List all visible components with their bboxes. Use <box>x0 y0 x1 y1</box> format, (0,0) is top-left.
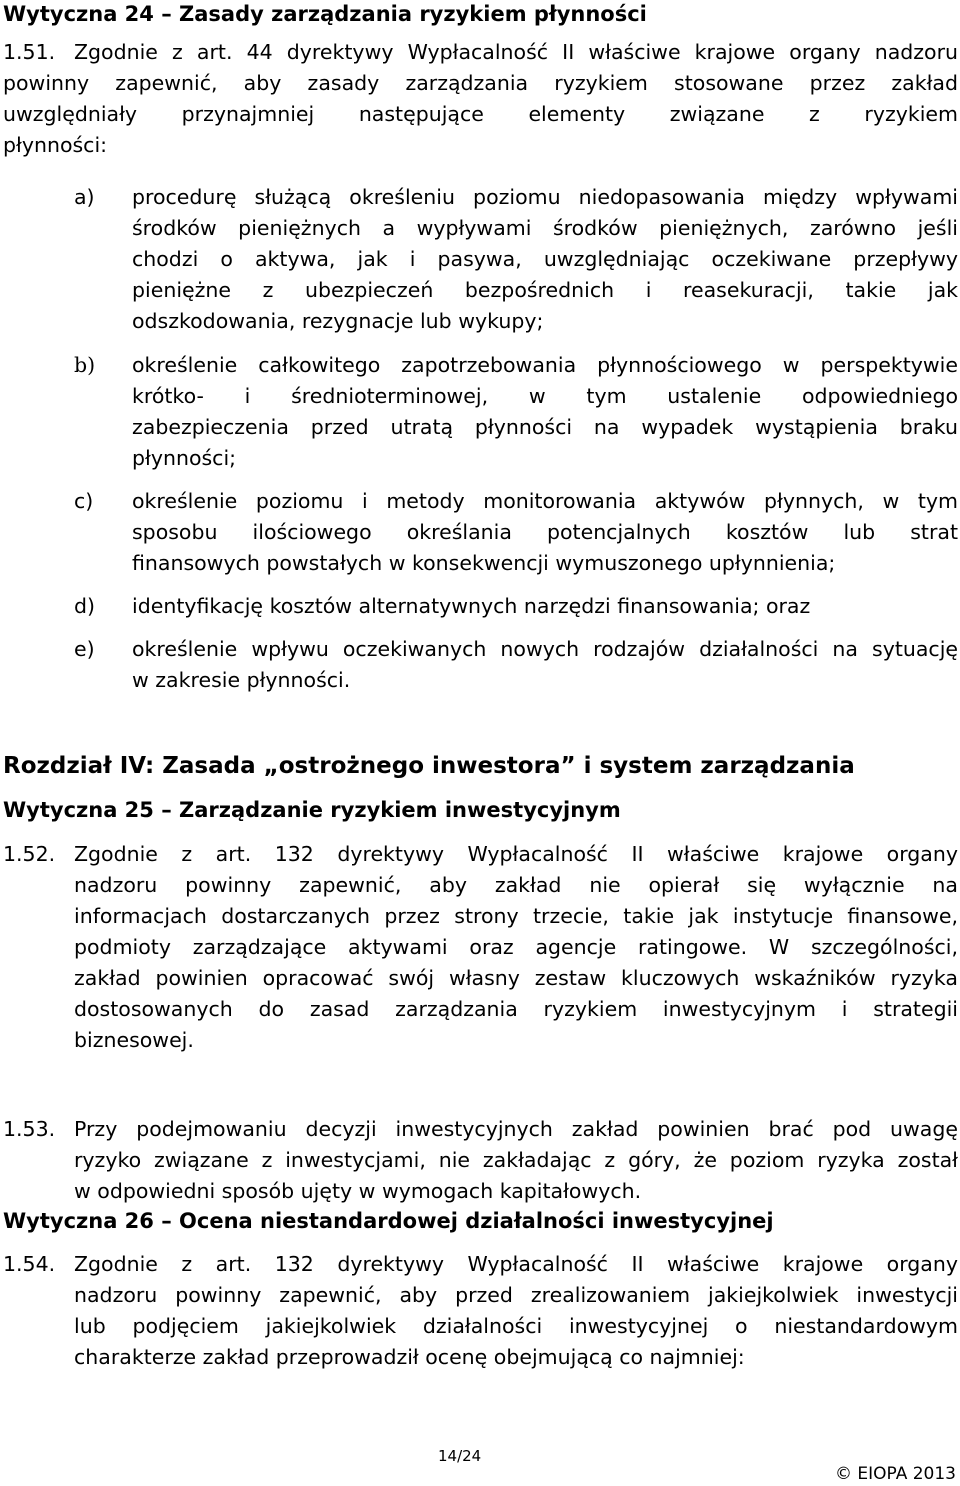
list-item-line: płynności; <box>132 446 237 470</box>
para-1-53-line: ryzyko związane z inwestycjami, nie zakładając z góry, że poziom ryzyka został <box>74 1148 958 1172</box>
para-1-53-number: 1.53. <box>3 1117 56 1141</box>
guideline-24-title: Wytyczna 24 – Zasady zarządzania ryzykiem płynności <box>3 2 647 26</box>
para-1-52-line: zakład powinien opracować swój własny zestaw kluczowych wskaźników ryzyka <box>74 966 958 990</box>
guideline-25-title: Wytyczna 25 – Zarządzanie ryzykiem inwestycyjnym <box>3 798 621 822</box>
para-1-53-line: w odpowiedni sposób ujęty w wymogach kapitałowych. <box>74 1179 642 1203</box>
list-item-line: chodzi o aktywa, jak i pasywa, uwzględniając oczekiwane przepływy <box>132 247 958 271</box>
para-1-51-line: Zgodnie z art. 44 dyrektywy Wypłacalność II właściwe krajowe organy nadzoru <box>74 40 958 64</box>
para-1-51-number: 1.51. <box>3 40 56 64</box>
para-1-53-line: Przy podejmowaniu decyzji inwestycyjnych zakład powinien brać pod uwagę <box>74 1117 958 1141</box>
list-item-line: finansowych powstałych w konsekwencji wymuszonego upłynnienia; <box>132 551 836 575</box>
list-item-label: e) <box>74 637 95 661</box>
list-item-line: identyfikację kosztów alternatywnych narzędzi finansowania; oraz <box>132 594 811 618</box>
list-item-line: pieniężne z ubezpieczeń bezpośrednich i reasekuracji, takie jak <box>132 278 958 302</box>
list-item-line: określenie wpływu oczekiwanych nowych rodzajów działalności na sytuację <box>132 637 958 661</box>
para-1-54-number: 1.54. <box>3 1252 56 1276</box>
para-1-51-line: płynności: <box>3 133 108 157</box>
list-item-line: krótko- i średnioterminowej, w tym ustalenie odpowiedniego <box>132 384 958 408</box>
list-item-line: środków pieniężnych a wypływami środków pieniężnych, zarówno jeśli <box>132 216 958 240</box>
list-item-label: d) <box>74 594 96 618</box>
page-number: 14/24 <box>438 1447 482 1465</box>
para-1-52-line: informacjach dostarczanych przez strony trzecie, takie jak instytucje finansowe, <box>74 904 958 928</box>
para-1-51-line: uwzględniały przynajmniej następujące elementy związane z ryzykiem <box>3 102 958 126</box>
copyright-notice: © EIOPA 2013 <box>834 1464 956 1484</box>
para-1-52-line: nadzoru powinny zapewnić, aby zakład nie opierał się wyłącznie na <box>74 873 958 897</box>
chapter-4-title: Rozdział IV: Zasada „ostrożnego inwestora” i system zarządzania <box>3 753 855 779</box>
para-1-52-number: 1.52. <box>3 842 56 866</box>
para-1-54-line: lub podjęciem jakiejkolwiek działalności inwestycyjnej o niestandardowym <box>74 1314 958 1338</box>
para-1-54-line: charakterze zakład przeprowadził ocenę obejmującą co najmniej: <box>74 1345 745 1369</box>
guideline-26-title: Wytyczna 26 – Ocena niestandardowej działalności inwestycyjnej <box>3 1209 774 1233</box>
para-1-54-line: nadzoru powinny zapewnić, aby przed zrealizowaniem jakiejkolwiek inwestycji <box>74 1283 958 1307</box>
para-1-52-line: podmioty zarządzające aktywami oraz agencje ratingowe. W szczególności, <box>74 935 958 959</box>
list-item-label: c) <box>74 489 94 513</box>
para-1-52-line: Zgodnie z art. 132 dyrektywy Wypłacalność II właściwe krajowe organy <box>74 842 958 866</box>
list-item-line: w zakresie płynności. <box>132 668 351 692</box>
para-1-54-line: Zgodnie z art. 132 dyrektywy Wypłacalność II właściwe krajowe organy <box>74 1252 958 1276</box>
para-1-52-line: dostosowanych do zasad zarządzania ryzykiem inwestycyjnym i strategii <box>74 997 958 1021</box>
list-item-line: zabezpieczenia przed utratą płynności na wypadek wystąpienia braku <box>132 415 958 439</box>
list-item-line: procedurę służącą określeniu poziomu niedopasowania między wpływami <box>132 185 958 209</box>
list-item-label: b) <box>74 353 96 377</box>
para-1-52-line: biznesowej. <box>74 1028 194 1052</box>
list-item-line: odszkodowania, rezygnacje lub wykupy; <box>132 309 544 333</box>
para-1-51-line: powinny zapewnić, aby zasady zarządzania ryzykiem stosowane przez zakład <box>3 71 958 95</box>
list-item-line: określenie całkowitego zapotrzebowania płynnościowego w perspektywie <box>132 353 958 377</box>
list-item-label: a) <box>74 185 95 209</box>
list-item-line: sposobu ilościowego określania potencjalnych kosztów lub strat <box>132 520 958 544</box>
list-item-line: określenie poziomu i metody monitorowania aktywów płynnych, w tym <box>132 489 958 513</box>
